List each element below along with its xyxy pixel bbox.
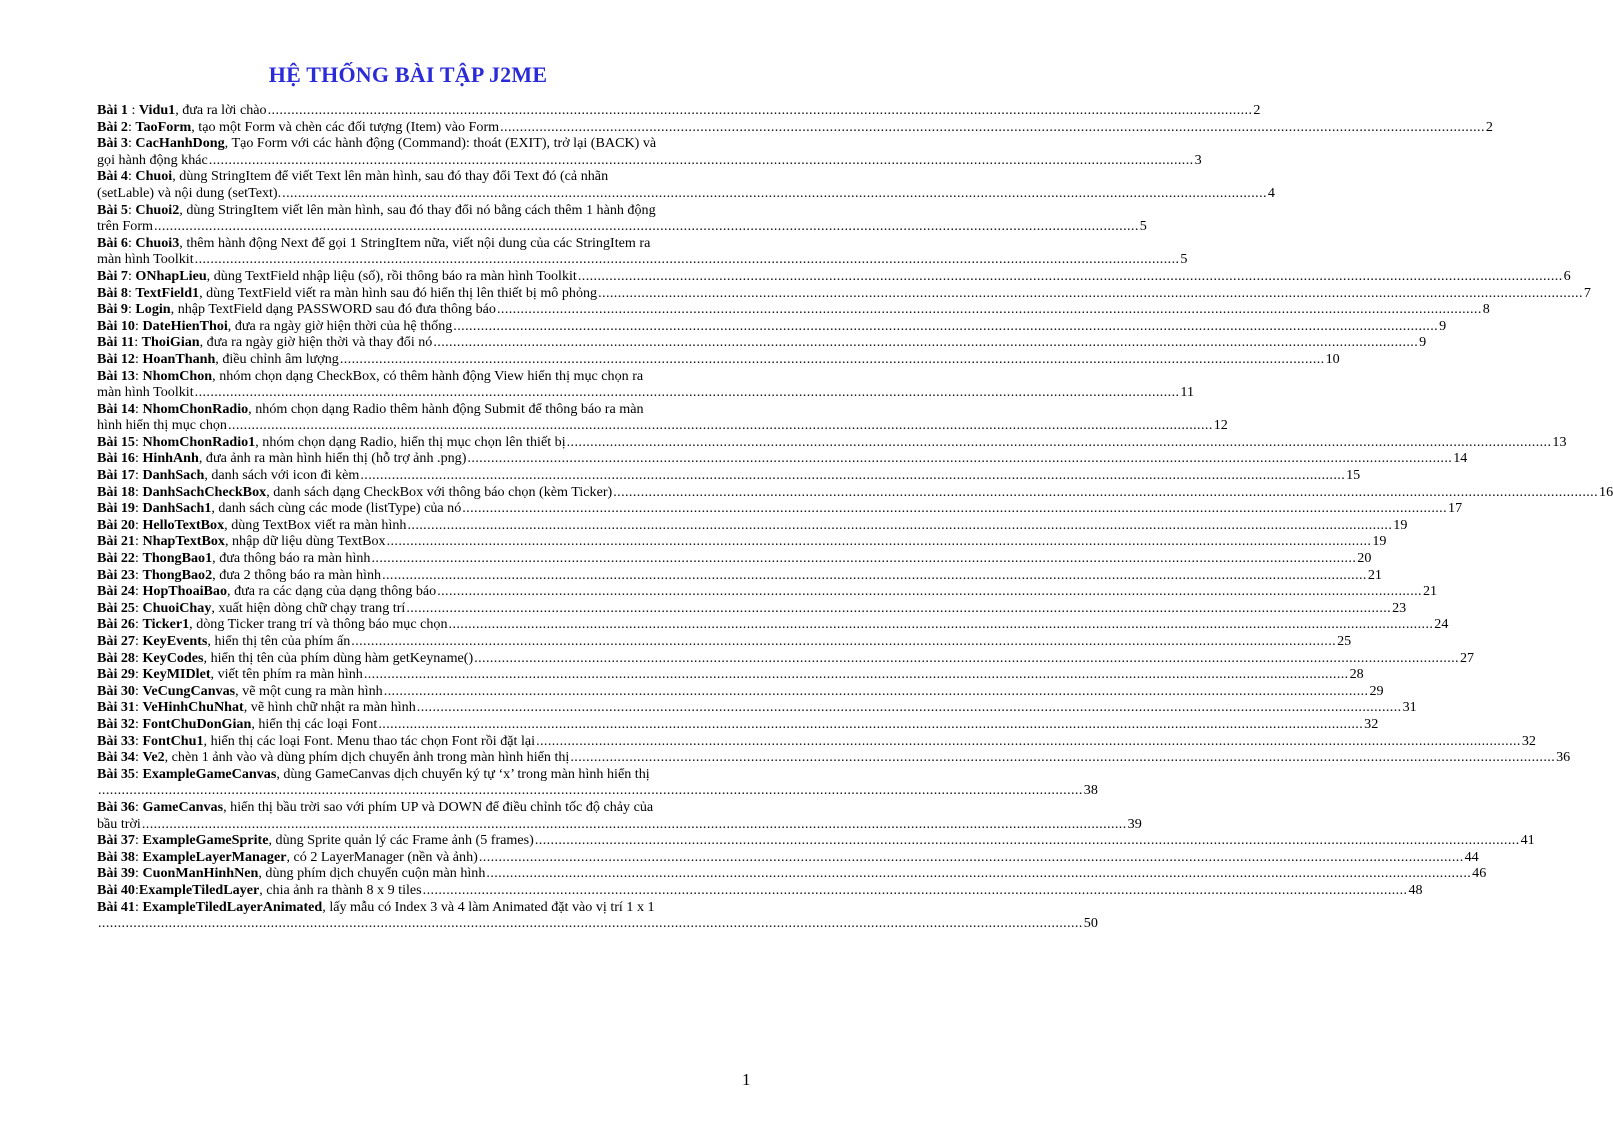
toc-entry[interactable]	[97, 599, 1407, 617]
toc-entry-name: TaoForm	[135, 118, 192, 135]
leader-dots	[370, 550, 1357, 567]
toc-entry-separator: :	[127, 267, 136, 284]
toc-entry-separator: :	[127, 102, 139, 118]
toc-entry-separator: :	[134, 483, 143, 500]
toc-entry-description: , thêm hành động Next để gọi 1 StringItem nữa, viết nội dung của các StringItem ra	[179, 234, 651, 251]
leader-dots	[406, 517, 1393, 534]
toc-entry-description: , hiển thị các loại Font	[251, 715, 378, 732]
leader-dots	[416, 699, 1403, 716]
leader-dots	[535, 733, 1522, 750]
toc-entry-description: , dùng Sprite quản lý các Frame ảnh (5 frames)	[268, 832, 534, 849]
toc-entry-separator: :	[134, 732, 143, 749]
toc-entry-label: Bài 30	[97, 682, 135, 699]
toc-entry-name: HopThoaiBao	[142, 583, 228, 600]
toc-entry-name: ExampleGameCanvas	[142, 765, 277, 782]
toc-entry-page: 14	[1453, 450, 1468, 467]
toc-entry-label: Bài 9	[97, 301, 128, 318]
toc-entry-name: ChuoiChay	[142, 599, 212, 616]
toc-entry-page: 24	[1434, 616, 1449, 633]
toc-entry[interactable]	[97, 201, 1147, 235]
toc-entry[interactable]	[97, 317, 1447, 335]
toc-entry-page: 11	[1180, 384, 1194, 401]
toc-entry[interactable]	[97, 334, 1427, 351]
toc-entry[interactable]	[97, 400, 1228, 434]
toc-entry-label: Bài 38	[97, 848, 135, 865]
toc-entry-separator: :	[127, 201, 136, 218]
toc-entry[interactable]	[97, 649, 1475, 667]
leader-dots	[448, 616, 1435, 633]
toc-entry-label: Bài 25	[97, 599, 135, 616]
toc-entry-separator: :	[134, 832, 143, 849]
toc-entry-description: , Tạo Form với các hành động (Command): thoát (EXIT), trở lại (BACK) và	[224, 135, 657, 152]
leader-dots	[569, 749, 1556, 766]
toc-entry-name: NhomChon	[142, 367, 213, 384]
toc-entry-name: KeyCodes	[142, 649, 204, 666]
toc-entry-label: Bài 32	[97, 715, 135, 732]
toc-entry-label: Bài 16	[97, 450, 135, 467]
toc-entry-name: Ve2	[142, 749, 165, 766]
toc-entry-page: 50	[1083, 915, 1098, 932]
toc-entry-separator: :	[134, 616, 143, 633]
toc-entry-description-continued: (setLable) và nội dung (setText).	[97, 184, 282, 201]
toc-entry[interactable]	[97, 666, 1364, 683]
leader-dots	[194, 384, 1181, 401]
toc-entry[interactable]	[97, 749, 1571, 766]
toc-entry-page: 21	[1422, 583, 1438, 600]
toc-entry-page: 21	[1367, 566, 1382, 583]
toc-entry-label: Bài 2	[97, 118, 128, 135]
toc-entry-separator: :	[134, 682, 143, 699]
leader-dots	[461, 500, 1448, 517]
toc-entry[interactable]	[97, 715, 1379, 733]
toc-entry-page: 6	[1563, 267, 1571, 284]
toc-entry-separator: :	[127, 118, 136, 135]
toc-entry-label: Bài 36	[97, 798, 135, 815]
leader-dots	[97, 915, 1084, 932]
toc-entry-name: ExampleGameSprite	[142, 832, 269, 849]
toc-entry-description: , đưa ra ngày giờ hiện thời và thay đổi nó	[199, 334, 433, 351]
toc-entry-separator: :	[134, 516, 143, 533]
toc-entry-label: Bài 27	[97, 633, 135, 649]
toc-entry-name: Chuoi2	[135, 201, 180, 218]
toc-entry-page: 46	[1472, 865, 1487, 882]
toc-entry[interactable]	[97, 583, 1438, 600]
leader-dots	[359, 467, 1346, 484]
toc-entry-description: , hiển thị tên của phím dùng hàm getKeyname()	[203, 649, 474, 666]
toc-entry-description: , hiển thị tên của phím ấn	[207, 633, 351, 649]
toc-entry-separator: :	[127, 168, 136, 185]
toc-entry-separator: :	[134, 433, 143, 450]
toc-entry-page: 2	[1485, 118, 1493, 135]
toc-entry-label: Bài 14	[97, 400, 135, 417]
toc-entry-label: Bài 12	[97, 350, 135, 367]
toc-entry-page: 9	[1419, 334, 1427, 351]
leader-dots	[267, 102, 1254, 119]
toc-entry-description-continued: trên Form	[97, 218, 153, 235]
toc-entry[interactable]	[97, 566, 1382, 584]
toc-entry-page: 5	[1139, 218, 1147, 235]
toc-entry-label: Bài 28	[97, 649, 135, 666]
table-of-contents	[97, 102, 1613, 932]
toc-entry-description: , đưa ra các dạng của dạng thông báo	[227, 583, 437, 600]
toc-entry-page: 9	[1439, 317, 1447, 334]
leader-dots	[377, 716, 1364, 733]
toc-entry-name: NhapTextBox	[142, 533, 225, 550]
toc-entry[interactable]	[97, 533, 1387, 550]
toc-entry-name: VeHinhChuNhat	[142, 699, 244, 716]
toc-entry-description-continued: gọi hành động khác	[97, 151, 208, 168]
toc-entry-name: VeCungCanvas	[142, 682, 236, 699]
toc-entry-description: , dùng TextBox viết ra màn hình	[224, 516, 407, 533]
toc-entry-label: Bài 17	[97, 467, 135, 484]
toc-entry-separator: :	[127, 301, 136, 318]
toc-entry-separator: :	[134, 798, 143, 815]
toc-entry-separator: :	[134, 400, 143, 417]
toc-entry-page: 15	[1346, 467, 1361, 484]
toc-entry-description: , đưa ra ngày giờ hiện thời của hệ thống	[227, 317, 453, 334]
toc-entry-description: , lấy mẫu có Index 3 và 4 làm Animated đặt vào vị trí 1 x 1	[322, 898, 655, 915]
toc-entry-name: DanhSachCheckBox	[142, 483, 267, 500]
toc-entry-separator: :	[134, 898, 143, 915]
toc-entry-page: 29	[1369, 682, 1384, 699]
toc-entry-label: Bài 39	[97, 865, 135, 882]
toc-entry-name: CuonManHinhNen	[142, 865, 259, 882]
toc-entry-separator: :	[134, 317, 143, 334]
toc-entry[interactable]	[97, 633, 1352, 650]
toc-entry-description: , điều chỉnh âm lượng	[215, 350, 339, 367]
toc-entry-name: NhomChonRadio	[142, 400, 249, 417]
toc-entry-name: TextField1	[135, 284, 200, 301]
toc-entry-description: , danh sách với icon đi kèm	[204, 467, 360, 484]
toc-entry-page: 44	[1464, 848, 1479, 865]
toc-entry[interactable]	[97, 848, 1479, 866]
toc-entry-page: 31	[1402, 699, 1417, 716]
toc-entry-label: Bài 6	[97, 234, 128, 251]
toc-entry-separator: :	[134, 566, 143, 583]
toc-entry-name: HelloTextBox	[142, 516, 225, 533]
leader-dots	[612, 484, 1599, 501]
toc-entry-name: FontChuDonGian	[142, 715, 252, 732]
toc-entry-label: Bài 18	[97, 483, 135, 500]
toc-entry[interactable]	[97, 350, 1340, 368]
toc-entry-label: Bài 3	[97, 135, 128, 152]
toc-entry-label: Bài 37	[97, 832, 135, 849]
toc-entry-separator: :	[134, 765, 143, 782]
toc-entry-page: 5	[1180, 251, 1188, 268]
toc-entry-separator: :	[134, 699, 143, 716]
leader-dots	[381, 567, 1368, 584]
toc-entry-name: Chuoi	[135, 168, 173, 185]
toc-entry-label: Bài 20	[97, 516, 135, 533]
toc-entry[interactable]	[97, 865, 1487, 882]
document-title: HỆ THỐNG BÀI TẬP J2ME	[268, 62, 548, 87]
toc-entry-separator: :	[134, 550, 143, 567]
toc-entry-name: HoanThanh	[142, 350, 216, 367]
leader-dots	[534, 832, 1521, 849]
toc-entry-description: , có 2 LayerManager (nền và ảnh)	[286, 848, 478, 865]
toc-entry-label: Bài 21	[97, 533, 135, 550]
toc-entry[interactable]	[97, 483, 1613, 501]
toc-entry-description: , đưa ra lời chào	[175, 102, 267, 118]
toc-entry-label: Bài 4	[97, 168, 128, 185]
toc-entry-label: Bài 19	[97, 500, 135, 517]
toc-entry[interactable]	[97, 301, 1490, 318]
toc-entry-separator: :	[134, 848, 143, 865]
toc-entry-description: , danh sách cùng các mode (listType) của nó	[211, 500, 462, 517]
toc-entry-separator: :	[134, 715, 143, 732]
toc-entry-page: 7	[1583, 284, 1591, 301]
toc-entry-label: Bài 8	[97, 284, 128, 301]
toc-entry-page: 23	[1392, 599, 1407, 616]
toc-entry-page: 25	[1337, 633, 1352, 649]
toc-entry-description: , chia ảnh ra thành 8 x 9 tiles	[259, 881, 422, 898]
toc-entry-label: Bài 15	[97, 433, 135, 450]
toc-entry-label: Bài 40	[97, 881, 135, 898]
toc-entry-name: Ticker1	[142, 616, 190, 633]
toc-entry-page: 8	[1482, 301, 1490, 318]
leader-dots	[422, 882, 1409, 899]
toc-entry-description: , dòng Ticker trang trí và thông báo mục chọn	[189, 616, 448, 633]
toc-entry-name: ThongBao2	[142, 566, 213, 583]
toc-entry-separator: :	[134, 649, 143, 666]
toc-entry-description: , tạo một Form và chèn các đối tượng (Item) vào Form	[191, 118, 500, 135]
toc-entry-name: ExampleTiledLayer	[138, 881, 260, 898]
toc-entry-description: , danh sách dạng CheckBox với thông báo chọn (kèm Ticker)	[266, 483, 613, 500]
toc-entry-description: , hiển thị các loại Font. Menu thao tác chọn Font rồi đặt lại	[203, 732, 536, 749]
toc-entry-name: KeyMIDlet	[142, 666, 211, 683]
toc-entry-separator: :	[127, 234, 136, 251]
toc-entry-label: Bài 10	[97, 317, 135, 334]
toc-entry-name: DanhSach1	[142, 500, 212, 517]
toc-entry-name: DanhSach	[142, 467, 205, 484]
toc-entry[interactable]	[97, 682, 1384, 700]
toc-entry[interactable]	[97, 832, 1535, 849]
toc-entry-description-continued: bầu trời	[97, 815, 141, 832]
toc-entry-description: , hiển thị bầu trời sao với phím UP và DOWN để điều chỉnh tốc độ chảy của	[223, 798, 654, 815]
toc-entry-label: Bài 34	[97, 749, 135, 766]
toc-entry[interactable]	[97, 450, 1468, 467]
toc-entry[interactable]	[97, 284, 1591, 302]
toc-entry-description: , nhập TextField dạng PASSWORD sau đó đưa thông báo	[170, 301, 496, 318]
leader-dots	[485, 865, 1472, 882]
toc-entry-separator: :	[127, 284, 136, 301]
toc-entry-page: 32	[1521, 732, 1536, 749]
toc-entry-label: Bài 5	[97, 201, 128, 218]
toc-entry-description: , viết tên phím ra màn hình	[210, 666, 363, 683]
toc-entry[interactable]	[97, 732, 1536, 750]
toc-entry-description-continued: màn hình Toolkit	[97, 251, 194, 268]
toc-entry-page: 13	[1552, 433, 1567, 450]
leader-dots	[466, 450, 1453, 467]
toc-entry[interactable]	[97, 367, 1194, 401]
toc-entry-description-continued: màn hình Toolkit	[97, 384, 194, 401]
toc-entry-label: Bài 23	[97, 566, 135, 583]
toc-entry-name: Vidu1	[138, 102, 176, 118]
toc-entry-name: CacHanhDong	[135, 135, 225, 152]
toc-entry-separator: :	[134, 450, 143, 467]
toc-entry-page: 32	[1364, 715, 1379, 732]
toc-entry[interactable]	[97, 699, 1417, 716]
leader-dots	[577, 268, 1564, 285]
toc-entry-name: FontChu1	[142, 732, 204, 749]
toc-entry-name: Chuoi3	[135, 234, 180, 251]
toc-entry-page: 3	[1194, 151, 1202, 168]
toc-entry-page: 36	[1556, 749, 1571, 766]
leader-dots	[452, 318, 1439, 335]
toc-entry[interactable]	[97, 118, 1493, 136]
toc-entry[interactable]	[97, 102, 1261, 119]
toc-entry-separator: :	[134, 865, 143, 882]
toc-entry[interactable]	[97, 550, 1372, 567]
leader-dots	[499, 119, 1486, 136]
leader-dots	[227, 417, 1214, 434]
toc-entry-page: 4	[1267, 184, 1275, 201]
toc-entry-page: 38	[1083, 782, 1098, 799]
toc-entry[interactable]	[97, 433, 1567, 451]
leader-dots	[473, 650, 1460, 667]
toc-entry-description: , dùng StringItem viết lên màn hình, sau đó thay đổi nó bằng cách thêm 1 hành động	[179, 201, 656, 218]
toc-entry-name: ONhapLieu	[135, 267, 207, 284]
toc-entry-page: 12	[1213, 417, 1228, 434]
toc-entry-label: Bài 31	[97, 699, 135, 716]
toc-entry-description-continued: hình hiển thị mục chọn	[97, 417, 227, 434]
toc-entry-label: Bài 41	[97, 898, 135, 915]
toc-entry[interactable]	[97, 267, 1571, 285]
toc-entry-separator: :	[134, 334, 142, 351]
toc-entry-page: 41	[1520, 832, 1535, 849]
toc-entry-page: 2	[1253, 102, 1261, 118]
leader-dots	[350, 633, 1337, 650]
toc-entry[interactable]	[97, 135, 1202, 168]
toc-entry[interactable]	[97, 168, 1275, 201]
toc-entry-description: , dùng TextField viết ra màn hình sau đó hiển thị lên thiết bị mô phỏng	[199, 284, 598, 301]
toc-entry-description: , đưa ảnh ra màn hình hiển thị (hỗ trợ ảnh .png)	[198, 450, 467, 467]
toc-entry-name: Login	[135, 301, 171, 318]
leader-dots	[281, 185, 1268, 202]
toc-entry-page: 48	[1408, 881, 1423, 898]
toc-entry-separator: :	[134, 666, 143, 683]
leader-dots	[339, 351, 1326, 368]
toc-entry-name: DateHienThoi	[142, 317, 228, 334]
toc-entry-separator: :	[134, 633, 143, 649]
toc-entry-name: GameCanvas	[142, 798, 224, 815]
toc-entry-separator: :	[134, 350, 143, 367]
toc-entry-name: HinhAnh	[142, 450, 199, 467]
toc-entry-page: 28	[1349, 666, 1364, 683]
toc-entry[interactable]	[97, 881, 1423, 899]
toc-entry-separator: :	[134, 881, 139, 898]
toc-entry-separator: :	[134, 533, 143, 550]
toc-entry[interactable]	[97, 516, 1408, 534]
toc-entry-description: , nhóm chọn dạng CheckBox, có thêm hành động View hiển thị mục chọn ra	[212, 367, 644, 384]
toc-entry-description: , dùng GameCanvas dịch chuyển ký tự ‘x’ trong màn hình hiển thị	[276, 765, 650, 782]
leader-dots	[478, 849, 1465, 866]
toc-entry-label: Bài 33	[97, 732, 135, 749]
toc-entry-description: , dùng StringItem để viết Text lên màn hình, sau đó thay đổi Text đó (cả nhãn	[172, 168, 609, 185]
toc-entry-page: 17	[1448, 500, 1463, 517]
toc-entry[interactable]	[97, 765, 1098, 799]
toc-entry-page: 19	[1393, 516, 1408, 533]
toc-entry-label: Bài 24	[97, 583, 135, 600]
toc-entry-description: , vẽ một cung ra màn hình	[235, 682, 383, 699]
toc-entry[interactable]	[97, 500, 1463, 517]
toc-entry-description: , nhập dữ liệu dùng TextBox	[224, 533, 386, 550]
leader-dots	[386, 533, 1373, 550]
leader-dots	[208, 152, 1195, 169]
toc-entry[interactable]	[97, 616, 1449, 633]
leader-dots	[566, 434, 1553, 451]
toc-entry-label: Bài 11	[97, 334, 135, 351]
toc-entry-name: KeyEvents	[142, 633, 208, 649]
toc-entry-label: Bài 26	[97, 616, 135, 633]
toc-entry-name: NhomChonRadio1	[142, 433, 256, 450]
toc-entry-separator: :	[134, 467, 143, 484]
toc-entry-name: ExampleTiledLayerAnimated	[142, 898, 323, 915]
toc-entry-separator: :	[134, 599, 143, 616]
toc-entry-label: Bài 1	[97, 102, 128, 118]
toc-entry-separator: :	[134, 583, 143, 600]
toc-entry-separator: :	[134, 749, 143, 766]
toc-entry-description: , vẽ hình chữ nhật ra màn hình	[243, 699, 416, 716]
toc-entry-separator: :	[127, 135, 136, 152]
toc-entry[interactable]	[97, 234, 1188, 268]
toc-entry[interactable]	[97, 898, 1098, 932]
toc-entry-description: , dùng TextField nhập liệu (số), rồi thông báo ra màn hình Toolkit	[206, 267, 577, 284]
toc-entry-page: 20	[1357, 550, 1372, 567]
toc-entry-description: , đưa thông báo ra màn hình	[212, 550, 371, 567]
toc-entry-description: , nhóm chọn dạng Radio thêm hành động Submit để thông báo ra màn	[248, 400, 644, 417]
toc-entry-description: , dùng phím dịch chuyển cuộn màn hình	[258, 865, 486, 882]
leader-dots	[153, 218, 1140, 235]
toc-entry-description: , xuất hiện dòng chữ chạy trang trí	[211, 599, 406, 616]
toc-entry-name: ExampleLayerManager	[142, 848, 287, 865]
toc-entry-page: 16	[1599, 483, 1613, 500]
leader-dots	[383, 683, 1370, 700]
toc-entry-label: Bài 29	[97, 666, 135, 683]
leader-dots	[141, 816, 1128, 833]
leader-dots	[97, 782, 1084, 799]
toc-entry-name: ThongBao1	[142, 550, 213, 567]
toc-entry-label: Bài 22	[97, 550, 135, 567]
toc-entry[interactable]	[97, 467, 1361, 484]
toc-entry-description: , chèn 1 ảnh vào và dùng phím dịch chuyển ảnh trong màn hình hiển thị	[164, 749, 570, 766]
leader-dots	[436, 583, 1423, 600]
toc-entry-description: , nhóm chọn dạng Radio, hiển thị mục chọn lên thiết bị	[255, 433, 566, 450]
toc-entry-label: Bài 13	[97, 367, 135, 384]
toc-entry-page: 27	[1459, 649, 1475, 666]
toc-entry-page: 10	[1325, 350, 1340, 367]
toc-entry-separator: :	[134, 500, 143, 517]
toc-entry-label: Bài 7	[97, 267, 128, 284]
toc-entry-name: ThoiGian	[141, 334, 200, 351]
toc-entry-label: Bài 35	[97, 765, 135, 782]
page-number: 1	[742, 1070, 751, 1089]
toc-entry-page: 19	[1372, 533, 1387, 550]
leader-dots	[597, 285, 1584, 302]
leader-dots	[432, 334, 1419, 351]
toc-entry[interactable]	[97, 798, 1142, 832]
leader-dots	[363, 666, 1350, 683]
toc-entry-separator: :	[134, 367, 143, 384]
toc-entry-description: , đưa 2 thông báo ra màn hình	[212, 566, 382, 583]
leader-dots	[194, 251, 1181, 268]
leader-dots	[496, 301, 1483, 318]
leader-dots	[405, 600, 1392, 617]
toc-entry-page: 39	[1127, 815, 1142, 832]
